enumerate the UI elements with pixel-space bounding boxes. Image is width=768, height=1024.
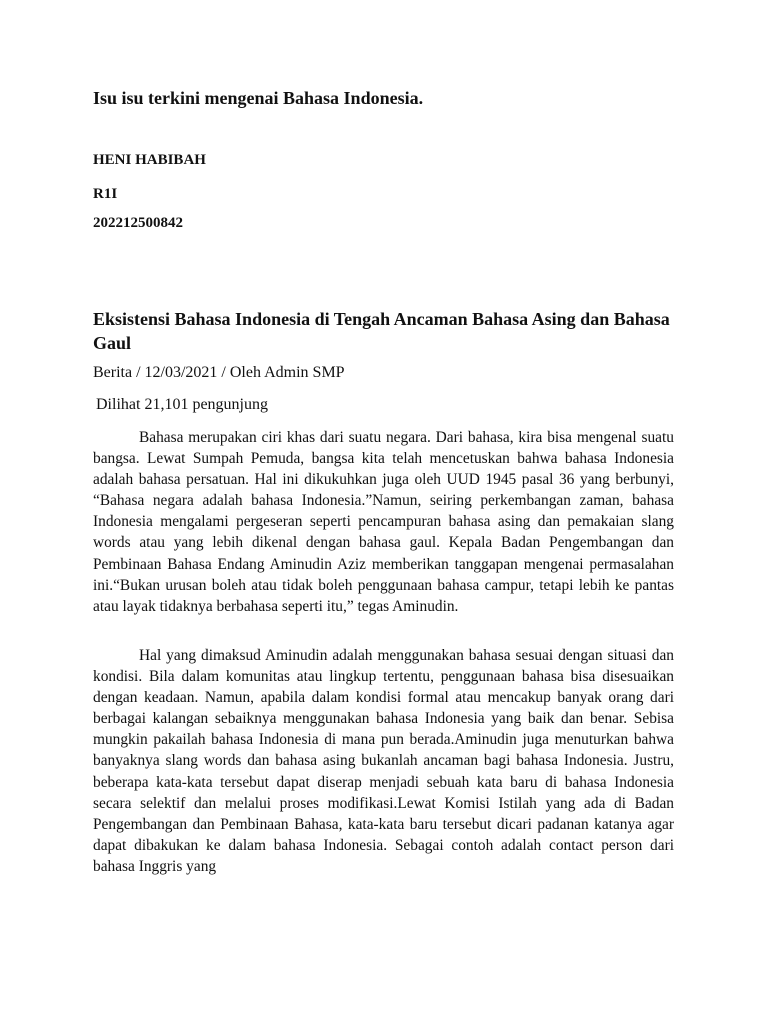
document-title: Isu isu terkini mengenai Bahasa Indonesia. xyxy=(93,88,424,108)
body-paragraph: Bahasa merupakan ciri khas dari suatu negara. Dari bahasa, kira bisa mengenal suatu bangsa. Lewat Sumpah Pemuda, bangsa kita telah mencetuskan bahwa bahasa Indonesia adalah bahasa persatuan. Hal ini dikukuhkan juga oleh UUD 1945 pasal 36 yang berbunyi, “Bahasa negara adalah bahasa Indonesia.”Namun, seiring perkembangan zaman, bahasa Indonesia mengalami pergeseran seperti pencampuran bahasa asing dan pemakaian slang words atau yang lebih dikenal dengan bahasa gaul. Kepala Badan Pengembangan dan Pembinaan Bahasa Endang Aminudin Aziz memberikan tanggapan mengenai permasalahan ini.“Bukan urusan boleh atau tidak boleh penggunaan bahasa campur, tetapi lebih ke pantas atau layak tidaknya berbahasa seperti itu,” tegas Aminudin. xyxy=(93,429,674,615)
view-count: Dilihat 21,101 pengunjung xyxy=(96,396,268,413)
body-paragraph: Hal yang dimaksud Aminudin adalah menggunakan bahasa sesuai dengan situasi dan kondisi. Bila dalam komunitas atau lingkup tertentu, penggunaan bahasa bisa disesuaikan dengan keadaan. Namun, apabila dalam kondisi formal atau mencakup banyak orang dari berbagai kalangan sebaiknya menggunakan bahasa Indonesia yang baik dan benar. Sebisa mungkin pakailah bahasa Indonesia di mana pun berada.Aminudin juga menuturkan bahwa banyaknya slang words dan bahasa asing bukanlah ancaman bagi bahasa Indonesia. Justru, beberapa kata-kata tersebut dapat diserap menjadi sebuah kata baru di bahasa Indonesia secara selektif dan melalui proses modifikasi.Lewat Komisi Istilah yang ada di Badan Pengembangan dan Pembinaan Bahasa, kata-kata baru tersebut dicari padanan katanya agar dapat dibakukan ke dalam bahasa Indonesia. Sebagai contoh adalah contact person dari bahasa Inggris yang xyxy=(93,647,674,875)
author-student-id: 202212500842 xyxy=(93,215,183,231)
author-name: HENI HABIBAH xyxy=(93,152,206,168)
article-byline: Berita / 12/03/2021 / Oleh Admin SMP xyxy=(93,364,345,381)
article-title: Eksistensi Bahasa Indonesia di Tengah Ancaman Bahasa Asing dan Bahasa Gaul xyxy=(93,309,670,353)
author-class: R1I xyxy=(93,186,118,202)
